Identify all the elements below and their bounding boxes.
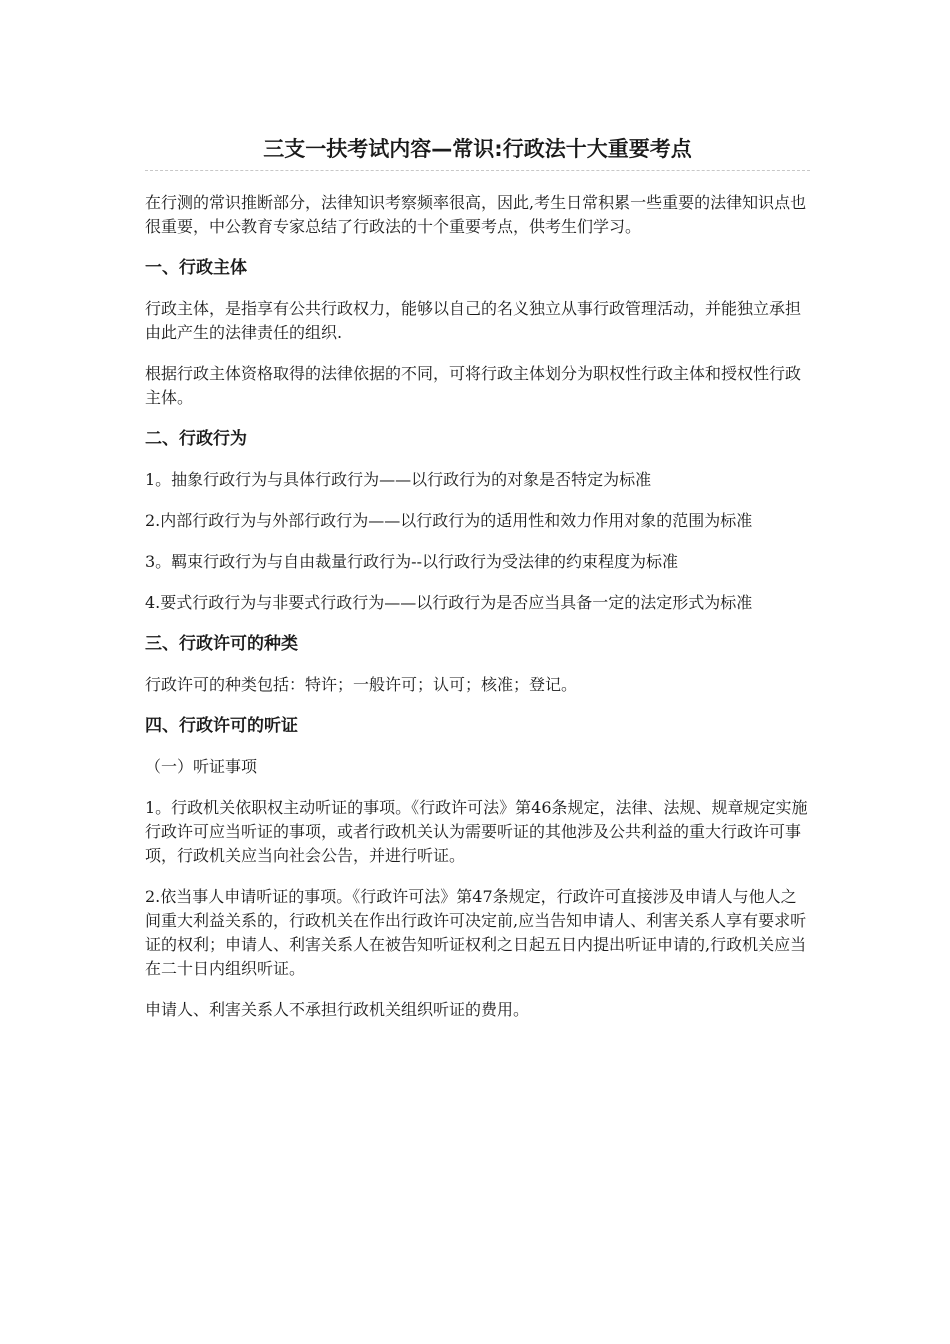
paragraph: 行政许可的种类包括：特许；一般许可；认可；核准；登记。 — [145, 675, 578, 694]
document-title: 三支一扶考试内容—常识:行政法十大重要考点 — [263, 137, 692, 161]
document-content — [145, 134, 810, 1039]
list-item: 1。抽象行政行为与具体行政行为——以行政行为的对象是否特定为标准 — [145, 470, 652, 489]
intro-paragraph: 在行测的常识推断部分，法律知识考察频率很高，因此,考生日常积累一些重要的法律知识点也很重要，中公教育专家总结了行政法的十个重要考点，供考生们学习。 — [145, 193, 807, 236]
title-divider — [145, 170, 810, 171]
section-heading-1: 一、行政主体 — [145, 258, 247, 278]
list-item: 2.内部行政行为与外部行政行为——以行政行为的适用性和效力作用对象的范围为标准 — [145, 511, 753, 530]
paragraph: 根据行政主体资格取得的法律依据的不同，可将行政主体划分为职权性行政主体和授权性行政主体。 — [145, 364, 802, 407]
paragraph: 申请人、利害关系人不承担行政机关组织听证的费用。 — [145, 1000, 530, 1019]
paragraph: 1。行政机关依职权主动听证的事项。《行政许可法》第46条规定，法律、法规、规章规定实施行政许可应当听证的事项，或者行政机关认为需要听证的其他涉及公共利益的重大行政许可事项，行政机关应当向社会公告，并进行听证。 — [145, 798, 808, 865]
paragraph: 行政主体，是指享有公共行政权力，能够以自己的名义独立从事行政管理活动，并能独立承担由此产生的法律责任的组织. — [145, 299, 802, 342]
list-item: 3。羁束行政行为与自由裁量行政行为--以行政行为受法律的约束程度为标准 — [145, 552, 678, 571]
section-heading-2: 二、行政行为 — [145, 429, 247, 449]
section-heading-3: 三、行政许可的种类 — [145, 634, 298, 654]
section-heading-4: 四、行政许可的听证 — [145, 716, 298, 736]
subheading: （一）听证事项 — [145, 757, 258, 776]
paragraph: 2.依当事人申请听证的事项。《行政许可法》第47条规定，行政许可直接涉及申请人与他人之间重大利益关系的，行政机关在作出行政许可决定前,应当告知申请人、利害关系人享有要求听证的权利；申请人、利害关系人在被告知听证权利之日起五日内提出听证申请的,行政机关应当在二十日内组织听证。 — [145, 887, 807, 978]
list-item: 4.要式行政行为与非要式行政行为——以行政行为是否应当具备一定的法定形式为标准 — [145, 593, 753, 612]
